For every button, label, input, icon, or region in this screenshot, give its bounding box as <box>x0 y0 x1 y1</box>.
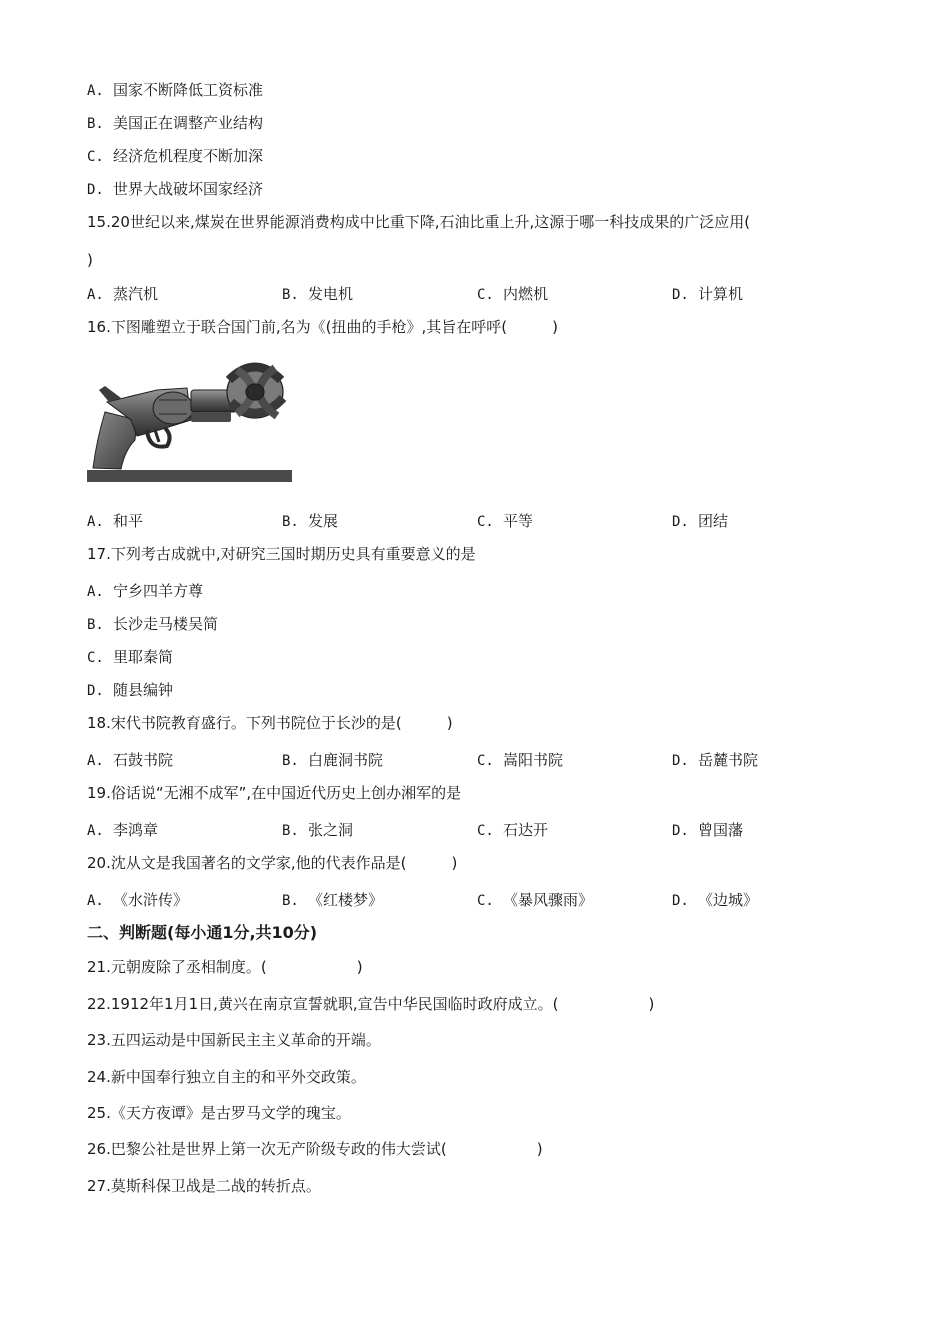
q17-stem: 17.下列考古成就中,对研究三国时期历史具有重要意义的是 <box>87 545 476 563</box>
q19-stem: 19.俗话说“无湘不成军”,在中国近代历史上创办湘军的是 <box>87 784 462 802</box>
q14-option-a: A. 国家不断降低工资标准 <box>87 81 264 99</box>
q15-option-c: C. 内燃机 <box>477 285 549 303</box>
q18-stem: 18.宋代书院教育盛行。下列书院位于长沙的是( ) <box>87 714 453 732</box>
judgment-item: 27.莫斯科保卫战是二战的转折点。 <box>87 1177 321 1195</box>
q14-option-d: D. 世界大战破坏国家经济 <box>87 180 264 198</box>
q15-option-a: A. 蒸汽机 <box>87 285 159 303</box>
q15-options <box>87 284 867 305</box>
q16-option-d: D. 团结 <box>672 512 729 530</box>
q18-option-c: C. 嵩阳书院 <box>477 751 564 769</box>
q18-options <box>87 750 867 771</box>
q14-option-c: C. 经济危机程度不断加深 <box>87 147 264 165</box>
pedestal <box>87 470 292 482</box>
judgment-item: 26.巴黎公社是世界上第一次无产阶级专政的伟大尝试( ) <box>87 1140 543 1158</box>
q17-option-b: B. 长沙走马楼吴简 <box>87 615 219 633</box>
section-title-judgment: 二、判断题(每小通1分,共10分) <box>87 923 318 942</box>
q19-option-c: C. 石达开 <box>477 821 549 839</box>
q20-option-b: B. 《红楼梦》 <box>282 891 384 909</box>
q15-option-d: D. 计算机 <box>672 285 744 303</box>
q18-option-a: A. 石鼓书院 <box>87 751 174 769</box>
q15-option-b: B. 发电机 <box>282 285 354 303</box>
barrel-knot <box>227 366 283 418</box>
q19-option-b: B. 张之洞 <box>282 821 354 839</box>
knotted-gun-sculpture-icon <box>87 350 292 482</box>
q19-options <box>87 820 867 841</box>
q16-option-b: B. 发展 <box>282 512 339 530</box>
q17-option-d: D. 随县编钟 <box>87 681 174 699</box>
q16-option-a: A. 和平 <box>87 512 144 530</box>
q15-stem-end: ) <box>87 251 93 269</box>
judgment-item: 24.新中国奉行独立自主的和平外交政策。 <box>87 1068 366 1086</box>
q16-options <box>87 511 867 532</box>
q20-option-d: D. 《边城》 <box>672 891 759 909</box>
gun-cylinder <box>153 392 193 424</box>
q14-option-b: B. 美国正在调整产业结构 <box>87 114 264 132</box>
q20-option-a: A. 《水浒传》 <box>87 891 189 909</box>
gun-grip <box>93 412 137 469</box>
q20-option-c: C. 《暴风骤雨》 <box>477 891 594 909</box>
q19-option-d: D. 曾国藩 <box>672 821 744 839</box>
q18-option-d: D. 岳麓书院 <box>672 751 759 769</box>
judgment-item: 21.元朝废除了丞相制度。( ) <box>87 958 363 976</box>
judgment-item: 25.《天方夜谭》是古罗马文学的瑰宝。 <box>87 1104 351 1122</box>
q15-stem: 15.20世纪以来,煤炭在世界能源消费构成中比重下降,石油比重上升,这源于哪一科技成果的广泛应用( <box>87 213 751 231</box>
q20-stem: 20.沈从文是我国著名的文学家,他的代表作品是( ) <box>87 854 458 872</box>
judgment-item: 23.五四运动是中国新民主主义革命的开端。 <box>87 1031 381 1049</box>
judgment-item: 22.1912年1月1日,黄兴在南京宣誓就职,宣告中华民国临时政府成立。( ) <box>87 995 655 1013</box>
q20-options <box>87 890 867 911</box>
q16-option-c: C. 平等 <box>477 512 534 530</box>
q17-option-a: A. 宁乡四羊方尊 <box>87 582 204 600</box>
q19-option-a: A. 李鸿章 <box>87 821 159 839</box>
q17-option-c: C. 里耶秦简 <box>87 648 174 666</box>
q16-stem: 16.下图雕塑立于联合国门前,名为《(扭曲的手枪》,其旨在呼呼( ) <box>87 318 558 336</box>
q18-option-b: B. 白鹿洞书院 <box>282 751 384 769</box>
